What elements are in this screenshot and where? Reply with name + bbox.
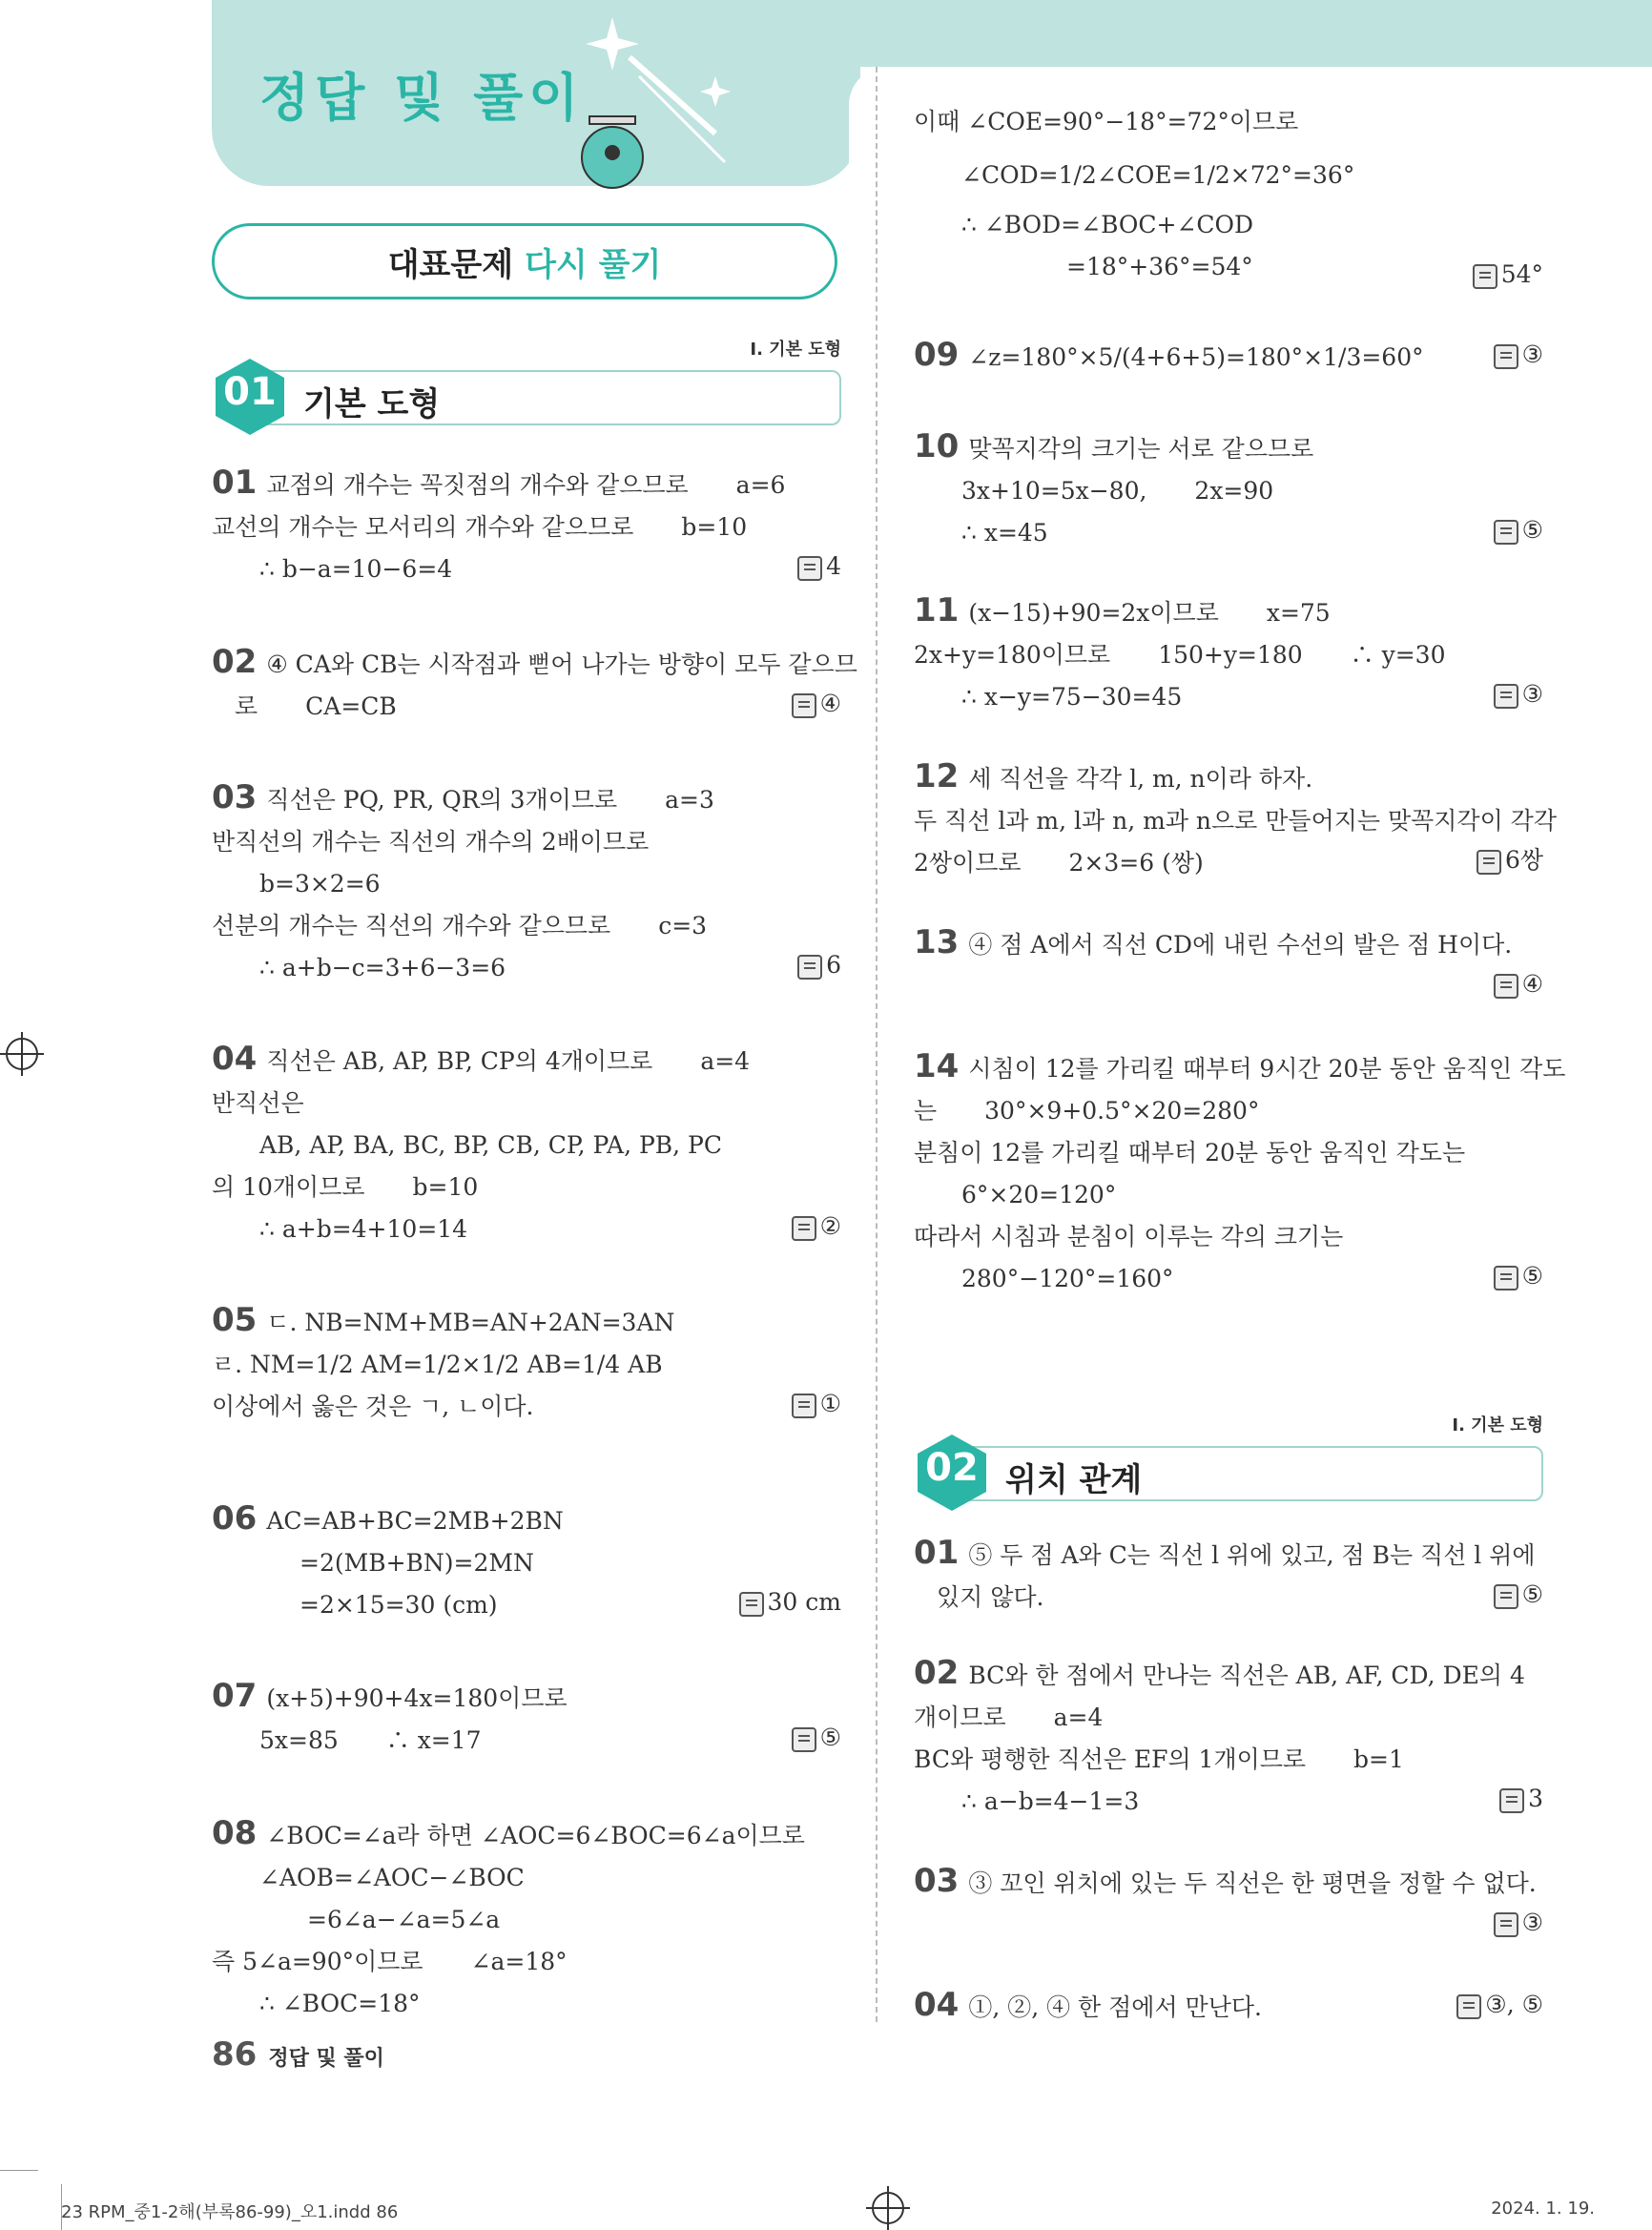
problem-14: 14 시침이 12를 가리킬 때부터 9시간 20분 동안 움직인 각도 는 30°×9+0.5°×20=280° 분침이 12를 가리킬 때부터 20분 동안 움직인 각도는 6°×20=120° 따라서 시침과 분침이 이루는 각의 크기는 280°−120°=160° ⑤ <box>914 1045 1543 1300</box>
problem-08: 08 ∠BOC=∠a라 하면 ∠AOC=6∠BOC=6∠a이므로 ∠AOB=∠AOC−∠BOC =6∠a−∠a=5∠a 즉 5∠a=90°이므로 ∠a=18° ∴ ∠BOC=18° <box>212 1814 805 2017</box>
problem-13: 13 ④ 점 A에서 직선 CD에 내린 수선의 발은 점 H이다. ④ <box>914 921 1543 966</box>
problem-07: 07 (x+5)+90+4x=180이므로 5x=85 ∴ x=17 ⑤ <box>212 1675 841 1762</box>
answer-icon <box>1494 344 1518 369</box>
answer-05: ① <box>792 1383 841 1425</box>
registration-mark-icon <box>872 2192 904 2224</box>
problem-10: 10 맞꼭지각의 크기는 서로 같으므로 3x+10=5x−80, 2x=90 ∴ x=45 ⑤ <box>914 425 1543 554</box>
answer-icon <box>1456 1994 1481 2019</box>
footer-label: 정답 및 풀이 <box>268 2047 384 2071</box>
answer-icon <box>792 1394 816 1418</box>
answer-icon <box>1494 1584 1518 1609</box>
answer-2-03: ③ <box>1494 1902 1543 1944</box>
column-divider <box>876 67 878 2022</box>
chapter-header-01: I. 기본 도형 01 기본 도형 <box>212 362 841 429</box>
answer-icon <box>1494 1266 1518 1291</box>
answer-13: ④ <box>1494 963 1543 1005</box>
answer-icon <box>1494 684 1518 709</box>
answer-12: 6쌍 <box>1476 839 1543 881</box>
problem-08-continued: 이때 ∠COE=90°−18°=72°이므로 ∠COD=1/2∠COE=1/2×72°=36° ∴ ∠BOD=∠BOC+∠COD =18°+36°=54° 54° <box>914 101 1543 288</box>
chapter-header-02: I. 기본 도형 02 위치 관계 <box>914 1438 1543 1505</box>
problem-2-02: 02 BC와 한 점에서 만나는 직선은 AB, AF, CD, DE의 4 개이므로 a=4 BC와 평행한 직선은 EF의 1개이므로 b=1 ∴ a−b=4−1=3 3 <box>914 1652 1543 1823</box>
problem-06: 06 AC=AB+BC=2MB+2BN =2(MB+BN)=2MN =2×15=30 (cm) 30 cm <box>212 1497 841 1626</box>
answer-icon <box>739 1592 764 1617</box>
answer-icon <box>792 693 816 718</box>
answer-icon <box>792 1727 816 1752</box>
answer-11: ③ <box>1494 673 1543 715</box>
answer-icon <box>1476 850 1501 875</box>
problem-2-03: 03 ③ 꼬인 위치에 있는 두 직선은 한 평면을 정할 수 없다. ③ <box>914 1860 1543 1905</box>
banner-title: 대표문제 다시 풀기 <box>212 223 837 299</box>
registration-mark-icon <box>6 1038 38 1070</box>
answer-10: ⑤ <box>1494 509 1543 551</box>
print-date: 2024. 1. 19. <box>1491 2199 1595 2219</box>
problem-02: 02 ④ CA와 CB는 시작점과 뻗어 나가는 방향이 모두 같으므 로 CA=CB ④ <box>212 641 841 728</box>
answer-icon <box>797 556 822 581</box>
answer-14: ⑤ <box>1494 1255 1543 1297</box>
answer-04: ② <box>792 1206 841 1248</box>
problem-01: 01 교점의 개수는 꼭짓점의 개수와 같으므로 a=6 교선의 개수는 모서리의 개수와 같으므로 b=10 ∴ b−a=10−6=4 4 <box>212 462 841 590</box>
answer-icon <box>792 1216 816 1241</box>
answer-08: 54° <box>1473 254 1543 296</box>
mascot-illustration <box>572 10 763 191</box>
answer-icon <box>1473 264 1497 289</box>
problem-03: 03 직선은 PQ, PR, QR의 3개이므로 a=3 반직선의 개수는 직선의 개수의 2배이므로 b=3×2=6 선분의 개수는 직선의 개수와 같으므로 c=3 ∴ a+b−c=3+6−3=6 6 <box>212 776 841 989</box>
answer-06: 30 cm <box>739 1581 841 1623</box>
answer-icon <box>1494 1912 1518 1937</box>
problem-2-01: 01 ⑤ 두 점 A와 C는 직선 l 위에 있고, 점 B는 직선 l 위에 있지 않다. ⑤ <box>914 1532 1543 1619</box>
answer-icon <box>1494 520 1518 545</box>
answer-09: ③ <box>1494 334 1543 376</box>
page-number: 86 <box>212 2035 258 2074</box>
page-footer <box>212 2035 384 2074</box>
problem-12: 12 세 직선을 각각 l, m, n이라 하자. 두 직선 l과 m, l과 n, m과 n으로 만들어지는 맞꼭지각이 각각 2쌍이므로 2×3=6 (쌍) 6쌍 <box>914 755 1543 884</box>
answer-01: 4 <box>797 546 841 588</box>
answer-03: 6 <box>797 944 841 986</box>
problem-04: 04 직선은 AB, AP, BP, CP의 4개이므로 a=4 반직선은 AB, AP, BA, BC, BP, CB, CP, PA, PB, PC 의 10개이므로 b=10 ∴ a+b=4+10=14 ② <box>212 1038 841 1250</box>
section-title: 정답 및 풀이 <box>259 68 585 128</box>
answer-icon <box>1499 1788 1524 1813</box>
problem-09: 09 ∠z=180°×5/(4+6+5)=180°×1/3=60° ③ <box>914 336 1543 374</box>
problem-11: 11 (x−15)+90=2x이므로 x=75 2x+y=180이므로 150+y=180 ∴ y=30 ∴ x−y=75−30=45 ③ <box>914 589 1543 718</box>
problem-2-04: 04 ①, ②, ④ 한 점에서 만난다. ③, ⑤ <box>914 1986 1543 2024</box>
answer-icon <box>797 955 822 980</box>
answer-2-01: ⑤ <box>1494 1574 1543 1616</box>
answer-2-04: ③, ⑤ <box>1456 1984 1543 2026</box>
answer-icon <box>1494 974 1518 999</box>
answer-2-02: 3 <box>1499 1778 1543 1820</box>
answer-02: ④ <box>792 683 841 725</box>
problem-05: 05 ㄷ. NB=NM+MB=AN+2AN=3AN ㄹ. NM=1/2 AM=1/2×1/2 AB=1/4 AB 이상에서 옳은 것은 ㄱ, ㄴ이다. ① <box>212 1299 841 1428</box>
answer-07: ⑤ <box>792 1717 841 1759</box>
print-file-info: 23 RPM_중1-2해(부록86-99)_오1.indd 86 <box>61 2202 399 2222</box>
